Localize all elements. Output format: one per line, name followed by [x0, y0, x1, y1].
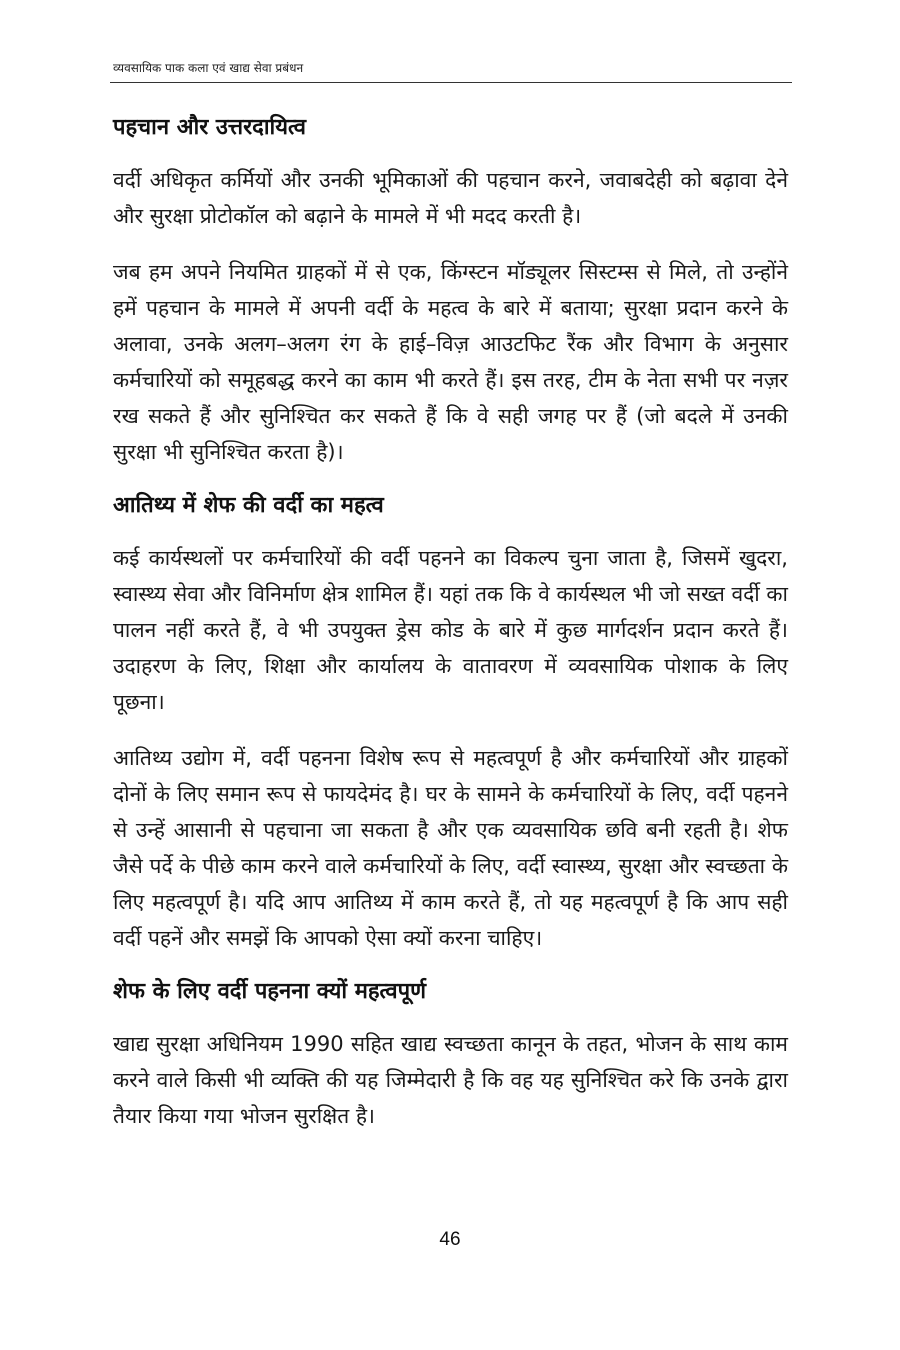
paragraph: वर्दी अधिकृत कर्मियों और उनकी भूमिकाओं की पहचान करने, जवाबदेही को बढ़ावा देने और सुरक्षा प्रोटोकॉल को बढ़ाने के मामले में भी मदद करती है।: [113, 168, 788, 228]
section-heading-chef-uniform-importance: आतिथ्य में शेफ की वर्दी का महत्व: [113, 493, 384, 518]
section-heading-identity: पहचान और उत्तरदायित्व: [113, 115, 307, 140]
page-number: 46: [439, 1229, 461, 1250]
section-heading-why-uniform-for-chefs: शेफ के लिए वर्दी पहनना क्यों महत्वपूर्ण: [113, 979, 426, 1004]
page-content: [113, 112, 788, 1154]
paragraph: खाद्य सुरक्षा अधिनियम 1990 सहित खाद्य स्वच्छता कानून के तहत, भोजन के साथ काम करने वाले किसी भी व्यक्ति की यह जिम्मेदारी है कि वह यह सुनिश्चित करे कि उनके द्वारा तैयार किया गया भोजन सुरक्षित है।: [113, 1032, 788, 1128]
header-rule: [110, 82, 792, 83]
paragraph: जब हम अपने नियमित ग्राहकों में से एक, किंग्स्टन मॉड्यूलर सिस्टम्स से मिले, तो उन्होंने हमें पहचान के मामले में अपनी वर्दी के महत्व के बारे में बताया; सुरक्षा प्रदान करने के अलावा, उनके अलग–अलग रंग के हाई–विज़ आउटफिट रैंक और विभाग के अनुसार कर्मचारियों को समूहबद्ध करने का काम भी करते हैं। इस तरह, टीम के नेता सभी पर नज़र रख सकते हैं और सुनिश्चित कर सकते हैं कि वे सही जगह पर हैं (जो बदले में उनकी सुरक्षा भी सुनिश्चित करता है)।: [113, 260, 788, 464]
paragraph: कई कार्यस्थलों पर कर्मचारियों की वर्दी पहनने का विकल्प चुना जाता है, जिसमें खुदरा, स्वास्थ्य सेवा और विनिर्माण क्षेत्र शामिल हैं। यहां तक कि वे कार्यस्थल भी जो सख्त वर्दी का पालन नहीं करते हैं, वे भी उपयुक्त ड्रेस कोड के बारे में कुछ मार्गदर्शन प्रदान करते हैं। उदाहरण के लिए, शिक्षा और कार्यालय के वातावरण में व्यवसायिक पोशाक के लिए पूछना।: [113, 546, 788, 714]
running-header: व्यवसायिक पाक कला एवं खाद्य सेवा प्रबंधन: [113, 61, 304, 75]
paragraph: आतिथ्य उद्योग में, वर्दी पहनना विशेष रूप से महत्वपूर्ण है और कर्मचारियों और ग्राहकों दोनों के लिए समान रूप से फायदेमंद है। घर के सामने के कर्मचारियों के लिए, वर्दी पहनने से उन्हें आसानी से पहचाना जा सकता है और एक व्यवसायिक छवि बनी रहती है। शेफ जैसे पर्दे के पीछे काम करने वाले कर्मचारियों के लिए, वर्दी स्वास्थ्य, सुरक्षा और स्वच्छता के लिए महत्वपूर्ण है। यदि आप आतिथ्य में काम करते हैं, तो यह महत्वपूर्ण है कि आप सही वर्दी पहनें और समझें कि आपको ऐसा क्यों करना चाहिए।: [113, 746, 788, 950]
